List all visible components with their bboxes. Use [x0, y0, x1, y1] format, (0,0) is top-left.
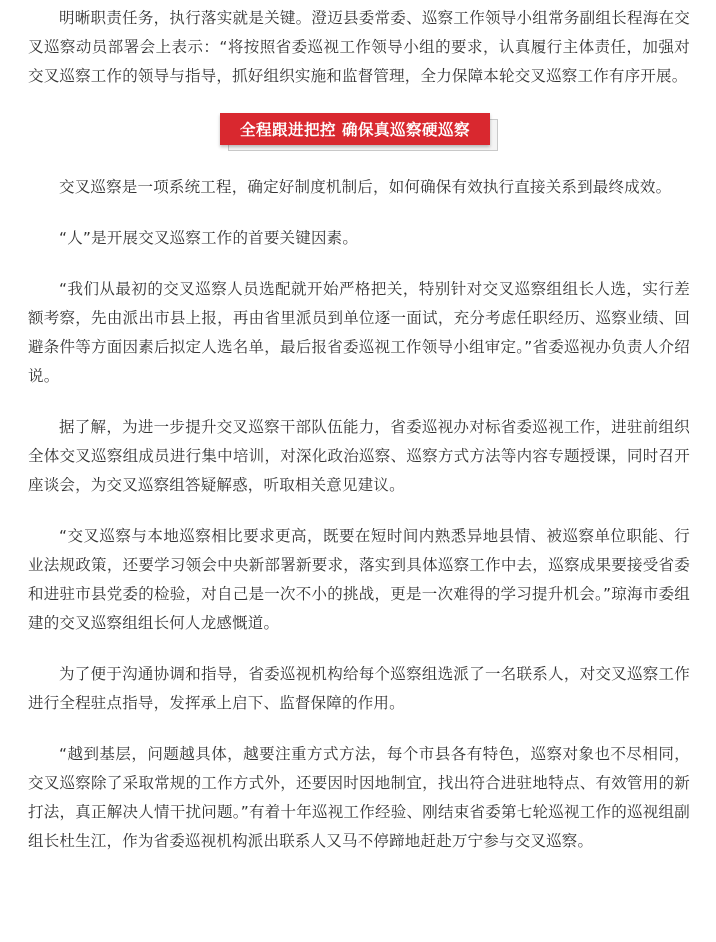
paragraph-2: “人”是开展交叉巡察工作的首要关键因素。	[59, 229, 359, 247]
paragraph-3: “我们从最初的交叉巡察人员选配就开始严格把关，特别针对交叉巡察组组长人选，实行差额考察，先由派出市县上报，再由省里派员到单位逐一面试，充分考虑任职经历、巡察业绩、回避条件等方面因素后拟定人选名单，最后报省委巡视工作领导小组审定。”省委巡视办负责人介绍说。	[28, 280, 690, 385]
paragraph-5: “交叉巡察与本地巡察相比要求更高，既要在短时间内熟悉异地县情、被巡察单位职能、行业法规政策，还要学习领会中央新部署新要求，落实到具体巡察工作中去，巡察成果要接受省委和进驻市县党委的检验，对自己是一次不小的挑战，更是一次难得的学习提升机会。”琼海市委组建的交叉巡察组组长何人龙感慨道。	[28, 527, 690, 632]
section-heading	[220, 113, 498, 151]
section-heading-text: 全程跟进把控 确保真巡察硬巡察	[240, 121, 470, 139]
paragraph-6: 为了便于沟通协调和指导，省委巡视机构给每个巡察组选派了一名联系人，对交叉巡察工作进行全程驻点指导，发挥承上启下、监督保障的作用。	[28, 665, 690, 712]
paragraph-7: “越到基层，问题越具体，越要注重方式方法，每个市县各有特色，巡察对象也不尽相同，交叉巡察除了采取常规的工作方式外，还要因时因地制宜，找出符合进驻地特点、有效管用的新打法，真正解决人情干扰问题。”有着十年巡视工作经验、刚结束省委第七轮巡视工作的巡视组副组长杜生江，作为省委巡视机构派出联系人又马不停蹄地赶赴万宁参与交叉巡察。	[28, 745, 690, 850]
article-body	[28, 4, 690, 878]
intro-paragraph: 明晰职责任务，执行落实就是关键。澄迈县委常委、巡察工作领导小组常务副组长程海在交叉巡察动员部署会上表示：“将按照省委巡视工作领导小组的要求，认真履行主体责任，加强对交叉巡察工作的领导与指导，抓好组织实施和监督管理，全力保障本轮交叉巡察工作有序开展。	[28, 9, 690, 85]
section-heading-bar	[220, 113, 490, 145]
paragraph-4: 据了解，为进一步提升交叉巡察干部队伍能力，省委巡视办对标省委巡视工作，进驻前组织全体交叉巡察组成员进行集中培训，对深化政治巡察、巡察方式方法等内容专题授课，同时召开座谈会，为交叉巡察组答疑解惑，听取相关意见建议。	[28, 418, 690, 494]
paragraph-1: 交叉巡察是一项系统工程，确定好制度机制后，如何确保有效执行直接关系到最终成效。	[59, 178, 672, 196]
